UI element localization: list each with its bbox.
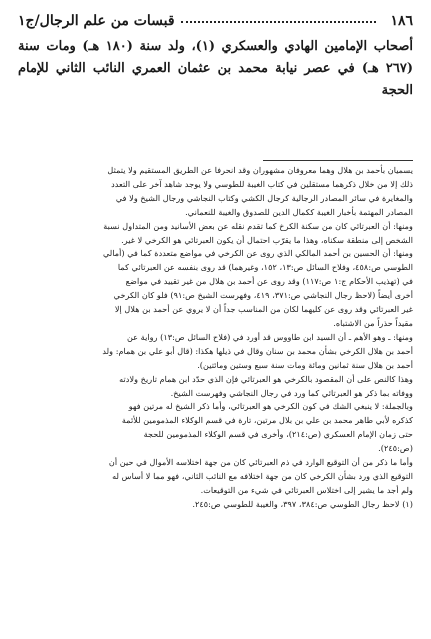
footnotes — [18, 164, 413, 512]
footnote-line: ذلك إلا من خلال ذكرهما مستقلين في كتاب الغيبة للطوسي ولا يوجد شاهد آخر على التعدد — [111, 178, 413, 189]
footnote-line: المصادر المهتمة بأخبار الغيبة ككمال الدين للصدوق والغيبة للنعماني. — [185, 206, 413, 217]
footnote-separator — [263, 160, 413, 161]
footnote-line: وأما ما ذكر من أن التوقيع الوارد في ذم العبرتائي كان من جهة اختلاسه الأموال في حين أن — [108, 457, 413, 468]
footnote-line: الطوسي ص:٤٥٨، وفلاح السائل ص:١٣، ١٥٢، وغيرهما) قد روى بنفسه عن العبرتائي كما — [117, 262, 413, 273]
footnote-line: ومنها: أن الحسين بن أحمد المالكي الذي روى عن الكرخي في مواضع متعددة كما في (أمالي — [102, 248, 413, 259]
footnote-line: وبالجملة: لا ينبغي الشك في كون الكرخي هو العبرتائي، وأما ذكر الشيخ له مرتين فهو — [128, 401, 413, 412]
main-text — [18, 36, 413, 102]
footnote-line: (ص:٢٤٥). — [378, 443, 413, 454]
dotted-leader — [181, 19, 377, 23]
footnote-line: أحمد بن هلال سنة ثمانين ومائة ومات سنة سبع وستين ومائتين). — [197, 359, 413, 370]
footnote-line: كذكره لأبي طاهر محمد بن علي بن بلال مرتين، تارة في قسم الوكلاء المذمومين للأئمة — [121, 415, 413, 426]
footnote-line: أحمد بن هلال الكرخي بشأن محمد بن سنان وقال في ذيلها هكذا: (قال أبو علي بن همام: ولد — [102, 345, 413, 356]
main-paragraph: أصحاب الإمامين الهادي والعسكري (١)، ولد سنة (١٨٠ هـ) ومات سنة (٢٦٧ هـ) في عصر نيابة محمد بن عثمان العمري النائب الثاني للإمام الحجة — [18, 39, 413, 98]
footnote-line: في (تهذيب الأحكام ج:١ ص:١١٧) وقد روى عن أحمد بن هلال من غير تقييد في مواضع — [125, 276, 413, 287]
footnote-line: وهذا كالنص على أن المقصود بالكرخي هو العبرتائي فإن الذي حدّد ابن همام تاريخ ولادته — [119, 373, 413, 384]
footnote-line: ومنها: أن العبرتائي كان من سكنة الكرخ كما تقدم نقله عن بعض الأسانيد ومن المتداول نسبة — [103, 220, 413, 231]
footnote-line: أخرى أيضاً (لاحظ رجال النجاشي ص:٣٧١، ٤١٩، وفهرست الشيخ ص:٩١) فلو كان الكرخي — [113, 290, 413, 301]
page-header — [18, 8, 413, 34]
footnote-line: (١) لاحظ رجال الطوسي ص:٣٨٤، ٣٩٧، والغيبة للطوسي ص:٢٤٥. — [192, 498, 413, 509]
footnote-line: الشخص إلى منطقة سكناه، وهذا ما يقرّب احتمال أن يكون العبرتائي هو الكرخي لا غير. — [121, 234, 413, 245]
footnote-line: يسميان بأحمد بن هلال وهما معروفان مشهوران وقد انحرفا عن الطريق المستقيم ولا يتمثل — [107, 165, 413, 175]
footnote-line: مقيداً حذراً من الاشتباه. — [333, 317, 413, 328]
page-number: ١٨٦ — [390, 13, 413, 29]
footnote-line: حتى زمان الإمام العسكري (ص:٢١٤)، وأخرى في قسم الوكلاء المذمومين للحجة — [143, 429, 413, 440]
footnote-line: ووفاته بما ذكر هو العبرتائي كما ورد في رجال النجاشي وفهرست الشيخ. — [170, 387, 413, 398]
footnote-line: ولم أجد ما يشير إلى اختلاس العبرتائي في شيء من التوقيعات. — [200, 484, 413, 495]
footnote-line: ومنها: ـ وهو الأهم ـ أن السيد ابن طاووس قد أورد في (فلاح السائل ص:١٣) رواية عن — [126, 331, 413, 342]
footnote-line: التوقيع الذي ورد بشأن الكرخي كان من جهة اختلافه مع النائب الثاني، فهو مما لا أساس له — [112, 470, 413, 481]
running-title: قبسات من علم الرجال/ج١ — [18, 13, 175, 29]
footnote-line: غير العبرتائي وقد روى عن كليهما لكان من المناسب جداً أن لا يروي عن أحمد بن هلال إلا — [114, 304, 413, 315]
footnote-line: والمغايرة في سائر المصادر الرجالية كرجال الكشي وكتاب النجاشي ورجال الشيخ ولا في — [115, 192, 413, 203]
